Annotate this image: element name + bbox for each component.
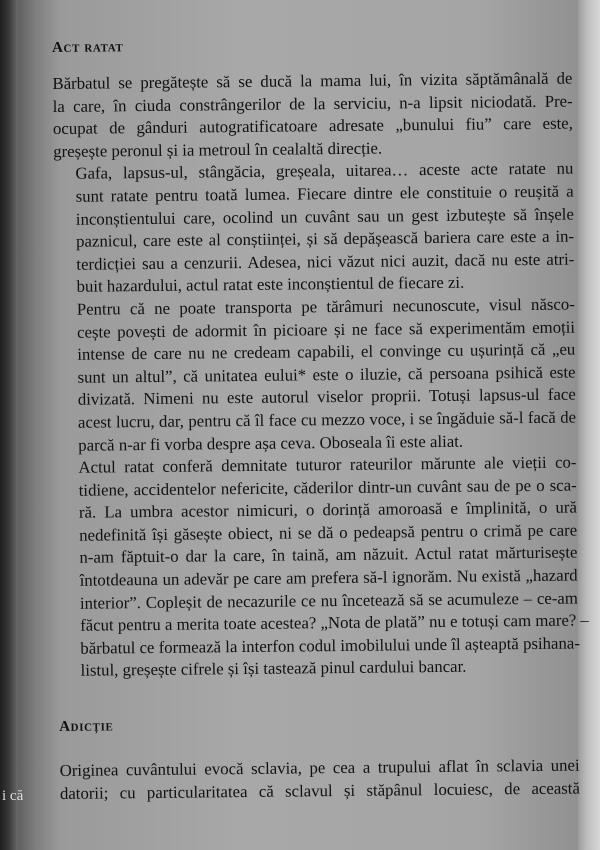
text-line: Pentru că ne poate transporta pe tărâmuri necunoscute, visul născo- bbox=[76, 294, 575, 319]
paragraph bbox=[60, 755, 580, 806]
text-line: divizată. Nimeni nu este autorul viselor proprii. Totuși lapsus-ul face bbox=[77, 384, 576, 410]
book-spine-shadow bbox=[0, 0, 18, 850]
text-line: paznicul, care este al conștiinței, și să depășească bariera care este a in- bbox=[76, 226, 575, 251]
text-line: sunt un altul”, că unitatea eului* este o iluzie, că persoana psihică este bbox=[77, 362, 576, 387]
text-line: ră. La umbra acestor nimicuri, o dorință amoroasă e împlinită, o ură bbox=[78, 497, 578, 523]
section-body-act-ratat bbox=[52, 68, 589, 683]
text-line: intense de care nu ne credeam capabili, el convinge cu ușurință că „eu bbox=[77, 339, 576, 364]
text-line: terdicției sau a cenzurii. Adesea, nici văzut nici auzit, dacă nu este atri- bbox=[76, 249, 575, 274]
text-line: Bărbatul se pregătește să se ducă la mama lui, în vizita săptămânală de bbox=[52, 68, 573, 93]
text-line: ocupat de gânduri autogratificatoare adresate „bunului fiu” care este, bbox=[52, 113, 573, 139]
text-line: Originea cuvântului evocă sclavia, pe cea a trupului aflat în sclavia unei bbox=[59, 755, 580, 780]
text-line: făcut pentru a merita toate acestea? „Nota de plată” nu e totuși cam mare? – bbox=[80, 610, 589, 635]
text-line: acest lucru, dar, pentru că îl face cu mezzo voce, i se îngăduie să-l facă de bbox=[77, 407, 577, 432]
text-line: listul, greșește cifrele și își tastează pinul cardului bancar. bbox=[80, 657, 467, 681]
text-line: cește povești de adormit în picioare și ne face să experimentăm emoții bbox=[76, 317, 576, 342]
text-line: interior”. Copleșit de necazurile ce nu încetează să se acumuleze – ce-am bbox=[79, 588, 578, 613]
paragraph bbox=[55, 293, 577, 457]
text-line: nedefinită își găsește obiect, ni se dă o pedeapsă pentru o crimă pe care bbox=[79, 520, 578, 545]
section-heading-act-ratat: Act ratat bbox=[52, 39, 124, 56]
page-content bbox=[52, 35, 589, 806]
text-line: buit hazardului, actul ratat este inconștientul de fiecare zi. bbox=[76, 273, 465, 297]
paragraph bbox=[53, 158, 574, 299]
section-body-adictie bbox=[60, 755, 580, 806]
text-line: sunt ratate pentru toată lumea. Fiecare dintre ele constituie o reușită a bbox=[75, 181, 574, 206]
text-line: tidiene, accidentelor nefericite, căderilor dintr-un cuvânt sau de pe o sca- bbox=[78, 475, 577, 500]
text-line: întotdeauna un adevăr pe care am prefera să-l ignorăm. Nu există „hazard bbox=[79, 565, 578, 590]
text-line: datorii; cu particularitatea că sclavul și stăpânul locuiesc, de această bbox=[59, 778, 580, 803]
section-heading-adictie: Adicție bbox=[59, 718, 114, 735]
facing-page-fragment: i că bbox=[2, 788, 24, 804]
text-line: Gafa, lapsus-ul, stângăcia, greșeala, uitarea… aceste acte ratate nu bbox=[75, 158, 574, 184]
text-line: n-am făptuit-o dar la care, în taină, am năzuit. Actul ratat mărturisește bbox=[79, 542, 578, 568]
text-line: bărbatul ce formează la interfon codul imobilului unde îl așteaptă psihana- bbox=[80, 633, 580, 658]
text-line: Actul ratat conferă demnitate tuturor rateurilor mărunte ale vieții co- bbox=[78, 452, 577, 477]
text-line: la care, în ciuda constrângerilor de la serviciu, n-a lipsit niciodată. Pre- bbox=[52, 91, 573, 116]
text-line: greșește peronul și ia metroul în cealaltă direcție. bbox=[53, 138, 383, 161]
page-edge bbox=[578, 0, 600, 850]
paragraph bbox=[52, 68, 573, 164]
text-line: parcă n-ar fi vorba despre așa ceva. Oboseala îi este aliat. bbox=[78, 431, 464, 455]
text-line: inconștientului care, ocolind un cuvânt sau un gest izbutește să înșele bbox=[75, 204, 574, 229]
paragraph bbox=[56, 452, 589, 683]
